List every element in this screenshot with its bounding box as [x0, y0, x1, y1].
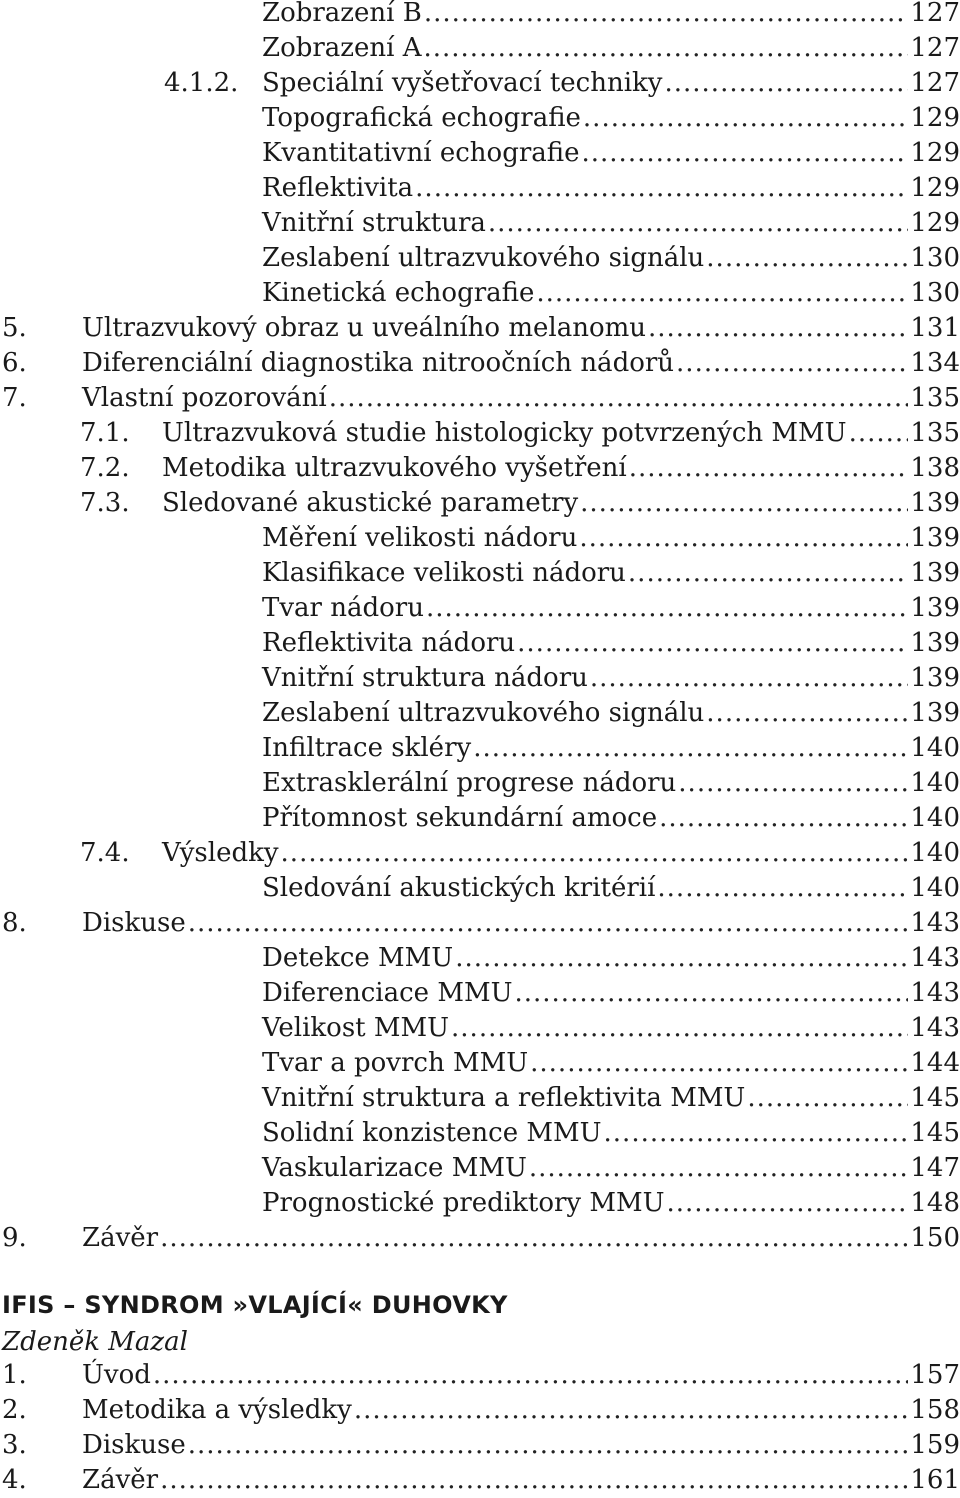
toc-entry-page: 143	[910, 943, 960, 973]
toc-entry-line	[82, 1393, 960, 1428]
toc-entry	[0, 1463, 960, 1498]
toc-entry-number: 4.1.2.	[164, 68, 239, 98]
toc-entry-line	[262, 941, 960, 976]
toc-entry-line	[262, 171, 960, 206]
dot-leader	[582, 136, 909, 171]
toc-entry	[0, 1081, 960, 1116]
toc-entry-line	[262, 206, 960, 241]
toc-entry-line	[82, 346, 960, 381]
toc-entry-number: 1.	[2, 1360, 27, 1390]
dot-leader	[473, 731, 908, 766]
toc-entry-page: 139	[910, 593, 960, 623]
toc-entry-number: 7.3.	[80, 488, 130, 518]
toc-entry-title: Diferenciace MMU	[262, 978, 513, 1008]
toc-entry-page: 129	[910, 173, 960, 203]
toc-entry-line	[262, 276, 960, 311]
toc-entry-title: Prognostické prediktory MMU	[262, 1188, 665, 1218]
toc-entry-line	[262, 521, 960, 556]
toc-entry-page: 159	[910, 1430, 960, 1460]
toc-entry-line	[82, 1221, 960, 1256]
toc-entry-page: 139	[910, 663, 960, 693]
toc-entry-title: Solidní konzistence MMU	[262, 1118, 602, 1148]
toc-entry-line	[262, 0, 960, 31]
toc-entry-page: 139	[910, 488, 960, 518]
toc-entry-page: 139	[910, 698, 960, 728]
toc-entry	[0, 836, 960, 871]
toc-entry-title: Velikost MMU	[262, 1013, 450, 1043]
dot-leader	[849, 416, 909, 451]
toc-entry	[0, 346, 960, 381]
toc-entry	[0, 66, 960, 101]
toc-entry-title: Výsledky	[162, 838, 279, 868]
section-heading: IFIS – SYNDROM »VLAJÍCÍ« DUHOVKY	[2, 1291, 508, 1319]
dot-leader	[629, 451, 909, 486]
toc-entry-line	[262, 1011, 960, 1046]
toc-entry	[0, 311, 960, 346]
toc-entry-page: 140	[910, 733, 960, 763]
toc-entry	[0, 171, 960, 206]
toc-entry-number: 7.4.	[80, 838, 130, 868]
dot-leader	[678, 766, 908, 801]
dot-leader	[160, 1463, 908, 1498]
dot-leader	[281, 836, 909, 871]
toc-entry-line	[82, 1358, 960, 1393]
toc-entry-number: 8.	[2, 908, 27, 938]
toc-entry	[0, 1358, 960, 1393]
toc-entry	[0, 1186, 960, 1221]
toc-entry-page: 127	[910, 33, 960, 63]
dot-leader	[529, 1151, 908, 1186]
toc-entry-page: 157	[910, 1360, 960, 1390]
toc-entry-page: 150	[910, 1223, 960, 1253]
toc-entry	[0, 241, 960, 276]
toc-entry-line	[262, 136, 960, 171]
toc-entry-line	[262, 556, 960, 591]
toc-entry-line	[262, 1116, 960, 1151]
toc-entry-title: Reflektivita	[262, 173, 414, 203]
toc-entry	[0, 556, 960, 591]
toc-entry-line	[262, 1186, 960, 1221]
toc-entry	[0, 906, 960, 941]
toc-entry-line	[262, 871, 960, 906]
toc-entry-page: 143	[910, 908, 960, 938]
toc-entry-page: 135	[910, 383, 960, 413]
toc-entry-page: 145	[910, 1083, 960, 1113]
dot-leader	[514, 976, 908, 1011]
toc-entry-line	[262, 731, 960, 766]
dot-leader	[706, 241, 908, 276]
toc-entry-page: 140	[910, 803, 960, 833]
toc-entry-title: Kvantitativní echografie	[262, 138, 580, 168]
dot-leader	[488, 206, 908, 241]
dot-leader	[354, 1393, 908, 1428]
toc-entry-title: Diskuse	[82, 908, 186, 938]
toc-entry	[0, 801, 960, 836]
toc-entry-page: 143	[910, 978, 960, 1008]
toc-entry-title: Tvar a povrch MMU	[262, 1048, 529, 1078]
toc-entry	[0, 696, 960, 731]
dot-leader	[423, 31, 908, 66]
toc-entry	[0, 31, 960, 66]
toc-entry-title: Měření velikosti nádoru	[262, 523, 578, 553]
toc-entry	[0, 626, 960, 661]
dot-leader	[664, 66, 908, 101]
toc-entry-title: Zobrazení A	[262, 33, 422, 63]
toc-entry-line	[262, 801, 960, 836]
toc-entry-title: Vlastní pozorování	[82, 383, 327, 413]
toc-entry	[0, 591, 960, 626]
dot-leader	[604, 1116, 909, 1151]
toc-entry-line	[82, 311, 960, 346]
toc-entry-page: 135	[910, 418, 960, 448]
toc-entry-page: 148	[910, 1188, 960, 1218]
toc-entry-title: Vnitřní struktura a reflektivita MMU	[262, 1083, 746, 1113]
toc-entry-line	[82, 1463, 960, 1498]
toc-entry-number: 4.	[2, 1465, 27, 1495]
toc-entry-page: 138	[910, 453, 960, 483]
toc-entry-title: Zeslabení ultrazvukového signálu	[262, 698, 705, 728]
toc-entry	[0, 1151, 960, 1186]
toc-entry-line	[82, 1428, 960, 1463]
toc-entry-number: 7.1.	[80, 418, 130, 448]
toc-entry-line	[162, 416, 960, 451]
toc-entry-line	[162, 486, 960, 521]
dot-leader	[657, 871, 908, 906]
toc-entry-page: 139	[910, 558, 960, 588]
toc-entry-line	[262, 1151, 960, 1186]
toc-entry-title: Topografická echografie	[262, 103, 581, 133]
toc-entry-title: Metodika a výsledky	[82, 1395, 352, 1425]
toc-entry-page: 127	[910, 0, 960, 28]
toc-entry-line	[262, 696, 960, 731]
toc-entry-line	[262, 661, 960, 696]
dot-leader	[667, 1186, 909, 1221]
toc-entry-title: Speciální vyšetřovací techniky	[262, 68, 663, 98]
toc-entry-line	[162, 836, 960, 871]
toc-entry	[0, 451, 960, 486]
toc-entry	[0, 486, 960, 521]
dot-leader	[517, 626, 908, 661]
toc-entry-page: 134	[910, 348, 960, 378]
toc-entry	[0, 661, 960, 696]
toc-entry	[0, 766, 960, 801]
dot-leader	[579, 521, 908, 556]
dot-leader	[455, 941, 908, 976]
dot-leader	[706, 696, 908, 731]
toc-entry	[0, 521, 960, 556]
toc-entry	[0, 871, 960, 906]
toc-entry-title: Zobrazení B	[262, 0, 422, 28]
toc-entry-title: Přítomnost sekundární amoce	[262, 803, 658, 833]
dot-leader	[160, 1221, 908, 1256]
toc-entry-page: 158	[910, 1395, 960, 1425]
toc-entry-page: 147	[910, 1153, 960, 1183]
toc-entry-line	[262, 766, 960, 801]
toc-entry-page: 140	[910, 838, 960, 868]
toc-entry-title: Diskuse	[82, 1430, 186, 1460]
toc-entry-number: 5.	[2, 313, 27, 343]
dot-leader	[583, 101, 908, 136]
dot-leader	[536, 276, 908, 311]
dot-leader	[415, 171, 908, 206]
dot-leader	[580, 486, 908, 521]
toc-entry-page: 129	[910, 103, 960, 133]
dot-leader	[426, 591, 908, 626]
toc-entry-line	[262, 31, 960, 66]
dot-leader	[424, 0, 909, 31]
toc-entry-page: 127	[910, 68, 960, 98]
toc-entry	[0, 941, 960, 976]
toc-entry-line	[262, 1081, 960, 1116]
toc-entry	[0, 1046, 960, 1081]
dot-leader	[659, 801, 908, 836]
toc-entry	[0, 101, 960, 136]
toc-entry-line	[262, 66, 960, 101]
section-author: Zdeněk Mazal	[2, 1327, 188, 1357]
toc-entry-page: 143	[910, 1013, 960, 1043]
dot-leader	[188, 906, 909, 941]
toc-entry-title: Kinetická echografie	[262, 278, 535, 308]
toc-entry-page: 129	[910, 138, 960, 168]
toc-entry-page: 139	[910, 628, 960, 658]
toc-entry-line	[262, 101, 960, 136]
toc-entry-page: 130	[910, 278, 960, 308]
toc-entry-title: Závěr	[82, 1465, 159, 1495]
toc-entry-title: Sledované akustické parametry	[162, 488, 579, 518]
toc-entry-title: Vnitřní struktura	[262, 208, 486, 238]
toc-entry-title: Extrasklerální progrese nádoru	[262, 768, 677, 798]
toc-entry-line	[262, 241, 960, 276]
toc-entry	[0, 1116, 960, 1151]
toc-entry	[0, 136, 960, 171]
dot-leader	[451, 1011, 908, 1046]
toc-entry-page: 145	[910, 1118, 960, 1148]
toc-entry-title: Klasifikace velikosti nádoru	[262, 558, 626, 588]
toc-entry-line	[262, 591, 960, 626]
toc-entry-line	[82, 381, 960, 416]
dot-leader	[747, 1081, 908, 1116]
toc-entry-line	[262, 976, 960, 1011]
toc-entry-title: Diferenciální diagnostika nitroočních nádorů	[82, 348, 675, 378]
toc-entry-number: 6.	[2, 348, 27, 378]
toc-entry-title: Zeslabení ultrazvukového signálu	[262, 243, 705, 273]
toc-entry	[0, 206, 960, 241]
dot-leader	[329, 381, 909, 416]
dot-leader	[590, 661, 908, 696]
toc-entry-line	[162, 451, 960, 486]
toc-entry	[0, 381, 960, 416]
toc-entry-line	[82, 906, 960, 941]
toc-entry-line	[262, 1046, 960, 1081]
toc-entry-page: 129	[910, 208, 960, 238]
toc-entry-page: 161	[910, 1465, 960, 1495]
toc-entry-title: Ultrazvuková studie histologicky potvrzených MMU	[162, 418, 847, 448]
toc-entry	[0, 731, 960, 766]
toc-entry-page: 139	[910, 523, 960, 553]
toc-entry-title: Závěr	[82, 1223, 159, 1253]
toc-entry-page: 140	[910, 768, 960, 798]
toc-entry	[0, 0, 960, 31]
toc-entry	[0, 416, 960, 451]
toc-entry-page: 131	[910, 313, 960, 343]
dot-leader	[628, 556, 908, 591]
toc-entry-line	[262, 626, 960, 661]
dot-leader	[648, 311, 908, 346]
toc-entry-number: 7.2.	[80, 453, 130, 483]
toc-entry-title: Úvod	[82, 1360, 151, 1390]
toc-entry	[0, 276, 960, 311]
dot-leader	[676, 346, 908, 381]
toc-entry-number: 9.	[2, 1223, 27, 1253]
toc-entry-page: 130	[910, 243, 960, 273]
dot-leader	[188, 1428, 909, 1463]
toc-entry-page: 144	[910, 1048, 960, 1078]
toc-entry-title: Ultrazvukový obraz u uveálního melanomu	[82, 313, 647, 343]
toc-entry-title: Vaskularizace MMU	[262, 1153, 527, 1183]
toc-entry-title: Tvar nádoru	[262, 593, 424, 623]
dot-leader	[530, 1046, 908, 1081]
toc-entry-title: Vnitřní struktura nádoru	[262, 663, 588, 693]
toc-entry-title: Sledování akustických kritérií	[262, 873, 656, 903]
toc-entry-title: Infiltrace skléry	[262, 733, 472, 763]
toc-entry	[0, 1428, 960, 1463]
toc-entry	[0, 1011, 960, 1046]
toc-entry-number: 3.	[2, 1430, 27, 1460]
toc-entry	[0, 1221, 960, 1256]
toc-entry	[0, 976, 960, 1011]
toc-entry-title: Metodika ultrazvukového vyšetření	[162, 453, 627, 483]
dot-leader	[153, 1358, 908, 1393]
toc-entry-page: 140	[910, 873, 960, 903]
toc-entry-number: 7.	[2, 383, 27, 413]
toc-entry	[0, 1393, 960, 1428]
toc-entry-title: Detekce MMU	[262, 943, 454, 973]
toc-entry-number: 2.	[2, 1395, 27, 1425]
toc-entry-title: Reflektivita nádoru	[262, 628, 516, 658]
